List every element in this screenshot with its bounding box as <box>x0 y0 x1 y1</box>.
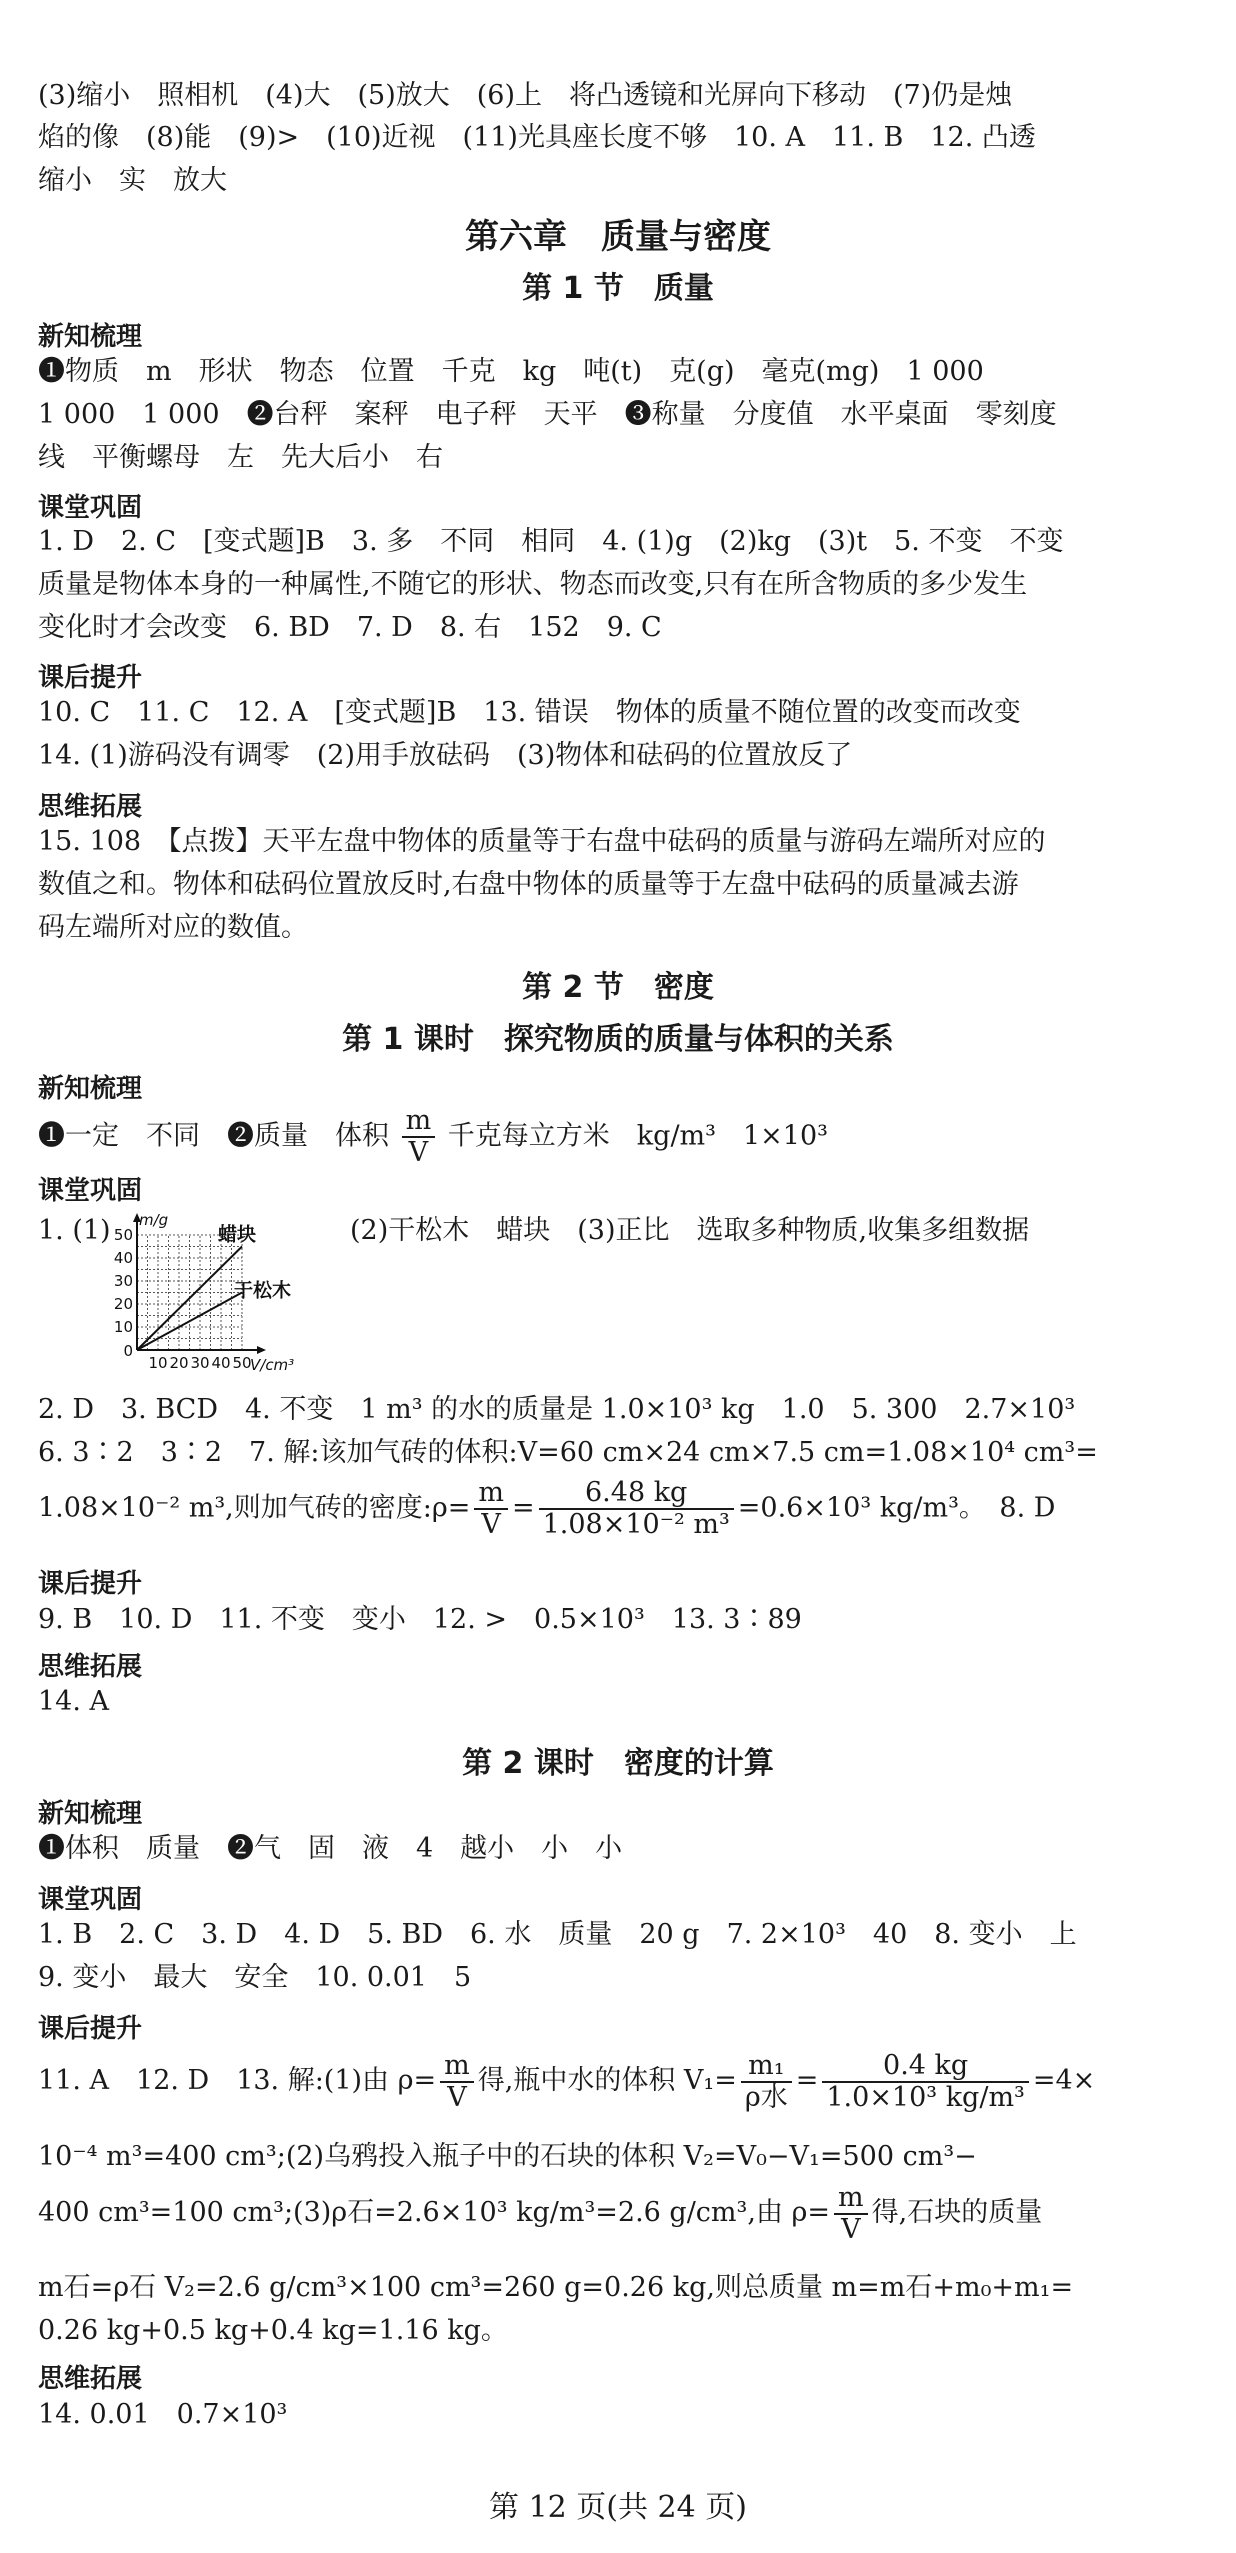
answer-line <box>38 2180 1196 2246</box>
answer-line: ❶体积 质量 ❷气 固 液 4 越小 小 小 <box>38 1833 623 1864</box>
answer-line: 10. C 11. C 12. A [变式题]B 13. 错误 物体的质量不随位置的改变而改变 <box>38 697 1021 728</box>
answer-line: 码左端所对应的数值。 <box>38 912 308 943</box>
text: 千克每立方米 kg/m³ 1×10³ <box>447 1120 828 1152</box>
text: = <box>511 1492 535 1524</box>
text: ❶一定 不同 ❷质量 体积 <box>38 1120 389 1152</box>
lesson-title: 第 1 课时 探究物质的质量与体积的关系 <box>342 1022 894 1057</box>
series-label: 干松木 <box>234 1279 292 1302</box>
subheading: 课堂巩固 <box>38 493 143 523</box>
x-axis-label: V/cm³ <box>250 1356 295 1374</box>
numerator: m <box>834 2183 868 2215</box>
subheading: 课后提升 <box>38 2014 143 2044</box>
subheading: 新知梳理 <box>38 322 143 352</box>
y-tick-label: 50 <box>113 1226 133 1244</box>
fraction <box>741 2051 792 2113</box>
answer-line: 14. (1)游码没有调零 (2)用手放砝码 (3)物体和砝码的位置放反了 <box>38 740 853 771</box>
section-title: 第 1 节 质量 <box>522 271 714 306</box>
text: 得,瓶中水的体积 V₁= <box>477 2065 737 2096</box>
answer-line: 1. B 2. C 3. D 4. D 5. BD 6. 水 质量 20 g 7. 2×10³ 40 8. 变小 上 <box>38 1919 1077 1950</box>
series-line <box>137 1247 242 1351</box>
subheading: 思维拓展 <box>38 792 143 822</box>
subheading: 思维拓展 <box>38 2364 143 2394</box>
answer-line <box>38 2048 1196 2114</box>
text: =0.6×10³ kg/m³。 8. D <box>737 1492 1056 1524</box>
numerator: 0.4 kg <box>822 2051 1029 2083</box>
denominator: V <box>447 2081 467 2113</box>
page-footer: 第 12 页(共 24 页) <box>489 2490 747 2525</box>
answer-line: 缩小 实 放大 <box>38 165 227 196</box>
numerator: m <box>402 1106 436 1138</box>
subheading: 课后提升 <box>38 1569 143 1599</box>
x-tick-label: 40 <box>211 1354 231 1372</box>
x-tick-label: 10 <box>148 1354 168 1372</box>
answer-line: 变化时才会改变 6. BD 7. D 8. 右 152 9. C <box>38 612 662 643</box>
text: =4× <box>1032 2065 1096 2096</box>
answer-line: 焰的像 (8)能 (9)> (10)近视 (11)光具座长度不够 10. A 11. B 12. 凸透 <box>38 122 1036 153</box>
denominator: V <box>841 2213 861 2245</box>
answer-line: 15. 108 【点拨】天平左盘中物体的质量等于右盘中砝码的质量与游码左端所对应的 <box>38 826 1046 857</box>
subheading: 新知梳理 <box>38 1074 143 1104</box>
answer-line: 9. B 10. D 11. 不变 变小 12. > 0.5×10³ 13. 3∶89 <box>38 1604 802 1635</box>
answer-line: 线 平衡螺母 左 先大后小 右 <box>38 442 443 473</box>
y-axis-label: m/g <box>139 1211 169 1229</box>
answer-line: 9. 变小 最大 安全 10. 0.01 5 <box>38 1962 472 1993</box>
x-tick-label: 50 <box>232 1354 252 1372</box>
origin-label: 0 <box>123 1342 133 1360</box>
answer-line: 10⁻⁴ m³=400 cm³;(2)乌鸦投入瓶子中的石块的体积 V₂=V₀−V₁=500 cm³− <box>38 2141 977 2172</box>
lesson-title: 第 2 课时 密度的计算 <box>462 1746 774 1781</box>
answer-line: 数值之和。物体和砝码位置放反时,右盘中物体的质量等于左盘中砝码的质量减去游 <box>38 869 1019 900</box>
answer-line: 0.26 kg+0.5 kg+0.4 kg=1.16 kg。 <box>38 2315 508 2346</box>
denominator: 1.08×10⁻² m³ <box>542 1509 730 1540</box>
y-tick-label: 10 <box>113 1318 133 1336</box>
denominator: ρ水 <box>744 2081 788 2113</box>
denominator: 1.0×10³ kg/m³ <box>826 2081 1025 2113</box>
x-tick-label: 30 <box>190 1354 210 1372</box>
numerator: 6.48 kg <box>539 1478 734 1510</box>
answer-line: ❶物质 m 形状 物态 位置 千克 kg 吨(t) 克(g) 毫克(mg) 1 000 <box>38 356 984 387</box>
y-tick-label: 30 <box>113 1272 133 1290</box>
answer-line: 1. D 2. C [变式题]B 3. 多 不同 相同 4. (1)g (2)kg (3)t 5. 不变 不变 <box>38 526 1064 557</box>
fraction <box>822 2051 1029 2113</box>
text: 1.08×10⁻² m³,则加气砖的密度:ρ= <box>38 1492 471 1524</box>
x-axis-arrow <box>257 1346 266 1354</box>
answer-line: 14. 0.01 0.7×10³ <box>38 2399 288 2430</box>
answer-line <box>38 1478 1196 1540</box>
numerator: m₁ <box>741 2051 792 2083</box>
text: 11. A 12. D 13. 解:(1)由 ρ= <box>38 2065 437 2096</box>
answer-line: 质量是物体本身的一种属性,不随它的形状、物态而改变,只有在所含物质的多少发生 <box>38 569 1028 600</box>
subheading: 思维拓展 <box>38 1652 143 1682</box>
chapter-title: 第六章 质量与密度 <box>465 217 771 257</box>
text: 得,石块的质量 <box>871 2197 1043 2228</box>
subheading: 课后提升 <box>38 663 143 693</box>
y-tick-label: 40 <box>113 1249 133 1267</box>
denominator: V <box>408 1137 429 1168</box>
subheading: 新知梳理 <box>38 1799 143 1829</box>
fraction <box>402 1106 436 1168</box>
answer-line: 14. A <box>38 1686 110 1717</box>
text: 400 cm³=100 cm³;(3)ρ石=2.6×10³ kg/m³=2.6 g/cm³,由 ρ= <box>38 2197 831 2228</box>
fraction <box>834 2183 868 2245</box>
fraction <box>440 2051 474 2113</box>
question-number: 1. (1) <box>38 1215 111 1246</box>
answer-line: 6. 3∶2 3∶2 7. 解:该加气砖的体积:V=60 cm×24 cm×7.5 cm=1.08×10⁴ cm³= <box>38 1437 1098 1468</box>
text: = <box>795 2065 819 2096</box>
y-tick-label: 20 <box>113 1295 133 1313</box>
fraction <box>539 1478 734 1540</box>
answer-line: (3)缩小 照相机 (4)大 (5)放大 (6)上 将凸透镜和光屏向下移动 (7)仍是烛 <box>38 80 1013 111</box>
mass-volume-chart <box>95 1208 345 1383</box>
answer-line: (2)干松木 蜡块 (3)正比 选取多种物质,收集多组数据 <box>350 1215 1030 1246</box>
numerator: m <box>474 1478 508 1510</box>
answer-line: 2. D 3. BCD 4. 不变 1 m³ 的水的质量是 1.0×10³ kg 1.0 5. 300 2.7×10³ <box>38 1394 1076 1425</box>
fraction <box>474 1478 508 1540</box>
answer-line: 1 000 1 000 ❷台秤 案秤 电子秤 天平 ❸称量 分度值 水平桌面 零刻度 <box>38 399 1057 430</box>
section-title: 第 2 节 密度 <box>522 970 714 1005</box>
subheading: 课堂巩固 <box>38 1176 143 1206</box>
denominator: V <box>481 1509 501 1540</box>
numerator: m <box>440 2051 474 2083</box>
x-tick-label: 20 <box>169 1354 189 1372</box>
answer-line <box>38 1106 1196 1168</box>
subheading: 课堂巩固 <box>38 1885 143 1915</box>
answer-line: m石=ρ石 V₂=2.6 g/cm³×100 cm³=260 g=0.26 kg,则总质量 m=m石+m₀+m₁= <box>38 2272 1074 2303</box>
series-label: 蜡块 <box>218 1223 257 1246</box>
